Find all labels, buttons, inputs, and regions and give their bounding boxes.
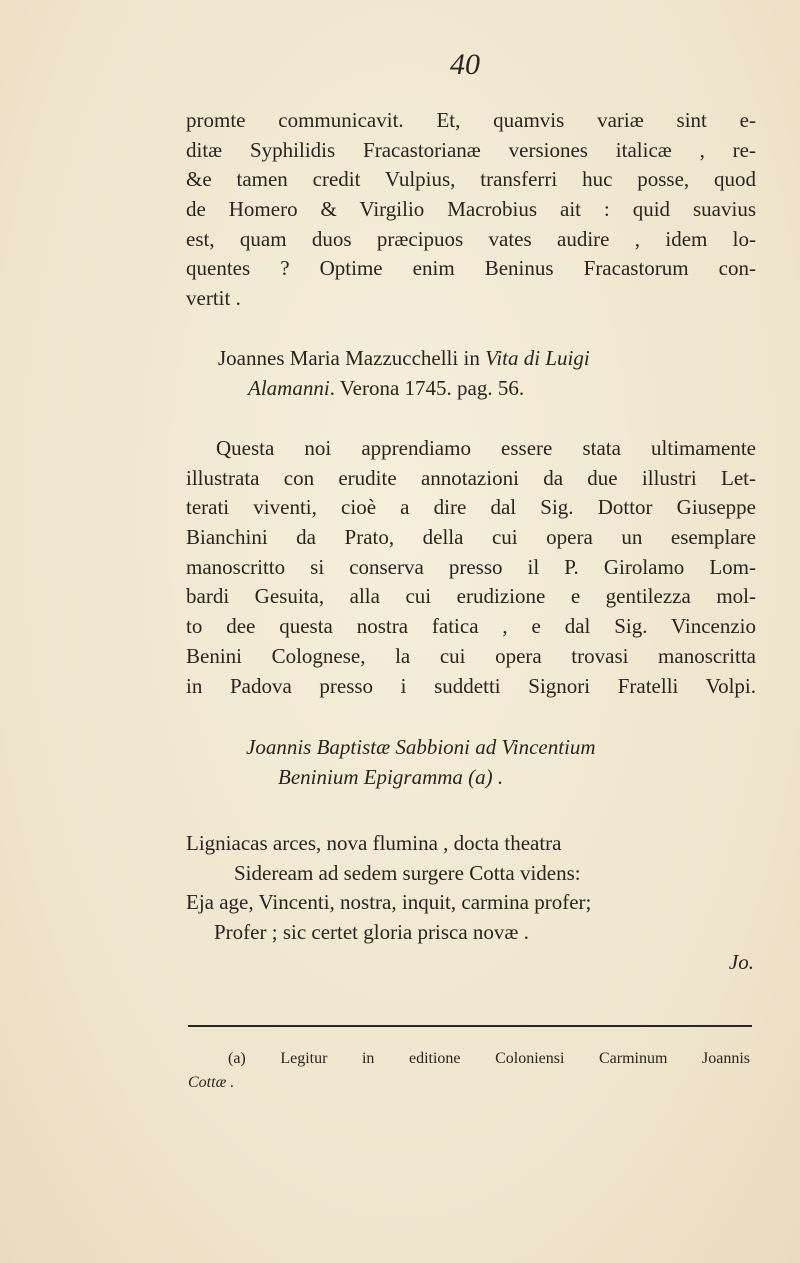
text-line: terati viventi, cioè a dire dal Sig. Dottor Giuseppe <box>186 495 756 520</box>
footnote-line: (a) Legitur in editione Coloniensi Carminum Joannis <box>228 1050 750 1067</box>
citation-title: Vita di Luigi <box>485 346 590 370</box>
text-line: Benini Colognese, la cui opera trovasi manoscritta <box>186 643 756 668</box>
catchword: Jo. <box>728 950 754 974</box>
text-line: Bianchini da Prato, della cui opera un esemplare <box>186 525 756 550</box>
text-line: vertit . <box>186 286 241 311</box>
epigram-title-line: Joannis Baptistæ Sabbioni ad Vincentium <box>246 735 596 759</box>
text-line: Questa noi apprendiamo essere stata ultimamente <box>216 436 756 460</box>
text-line: de Homero & Virgilio Macrobius ait : quid suavius <box>186 197 756 222</box>
text-line: bardi Gesuita, alla cui erudizione e gentilezza mol- <box>186 584 756 609</box>
text-line: to dee questa nostra fatica , e dal Sig. Vincenzio <box>186 614 756 639</box>
epigram-heading <box>246 733 726 792</box>
citation-line <box>218 344 758 374</box>
poem-line: Sideream ad sedem surgere Cotta videns: <box>234 860 581 885</box>
epigram-title-line: Beninium Epigramma (a) . <box>278 764 504 789</box>
footnote-rule <box>188 1025 752 1027</box>
text-line: manoscritto si conserva presso il P. Girolamo Lom- <box>186 554 756 579</box>
text-line: in Padova presso i suddetti Signori Fratelli Volpi. <box>186 673 756 698</box>
citation-author: Joannes Maria Mazzucchelli in <box>218 346 486 370</box>
citation <box>218 344 758 403</box>
text-line: illustrata con erudite annotazioni da due illustri Let- <box>186 465 756 490</box>
text-line: quentes ? Optime enim Beninus Fracastorum con- <box>186 256 756 281</box>
poem-line: Eja age, Vincenti, nostra, inquit, carmina profer; <box>186 890 592 915</box>
footnote <box>188 1047 750 1095</box>
citation-title-cont: Alamanni <box>248 375 330 400</box>
paragraph-latin-intro <box>186 106 756 314</box>
epigram-poem <box>186 829 766 948</box>
citation-line <box>218 374 758 404</box>
paragraph-italian <box>186 434 756 701</box>
text-line: promte communicavit. Et, quamvis variæ sint e- <box>186 108 756 132</box>
text-line: &e tamen credit Vulpius, transferri huc posse, quod <box>186 167 756 192</box>
citation-reference: . Verona 1745. pag. 56. <box>329 375 525 400</box>
poem-line: Profer ; sic certet gloria prisca novæ . <box>214 920 529 945</box>
page-number: 40 <box>450 48 480 81</box>
poem-line: Ligniacas arces, nova flumina , docta theatra <box>186 831 562 855</box>
text-line: ditæ Syphilidis Fracastorianæ versiones italicæ , re- <box>186 137 756 162</box>
text-line: est, quam duos præcipuos vates audire , idem lo- <box>186 226 756 251</box>
footnote-line: Cottæ . <box>188 1074 235 1091</box>
